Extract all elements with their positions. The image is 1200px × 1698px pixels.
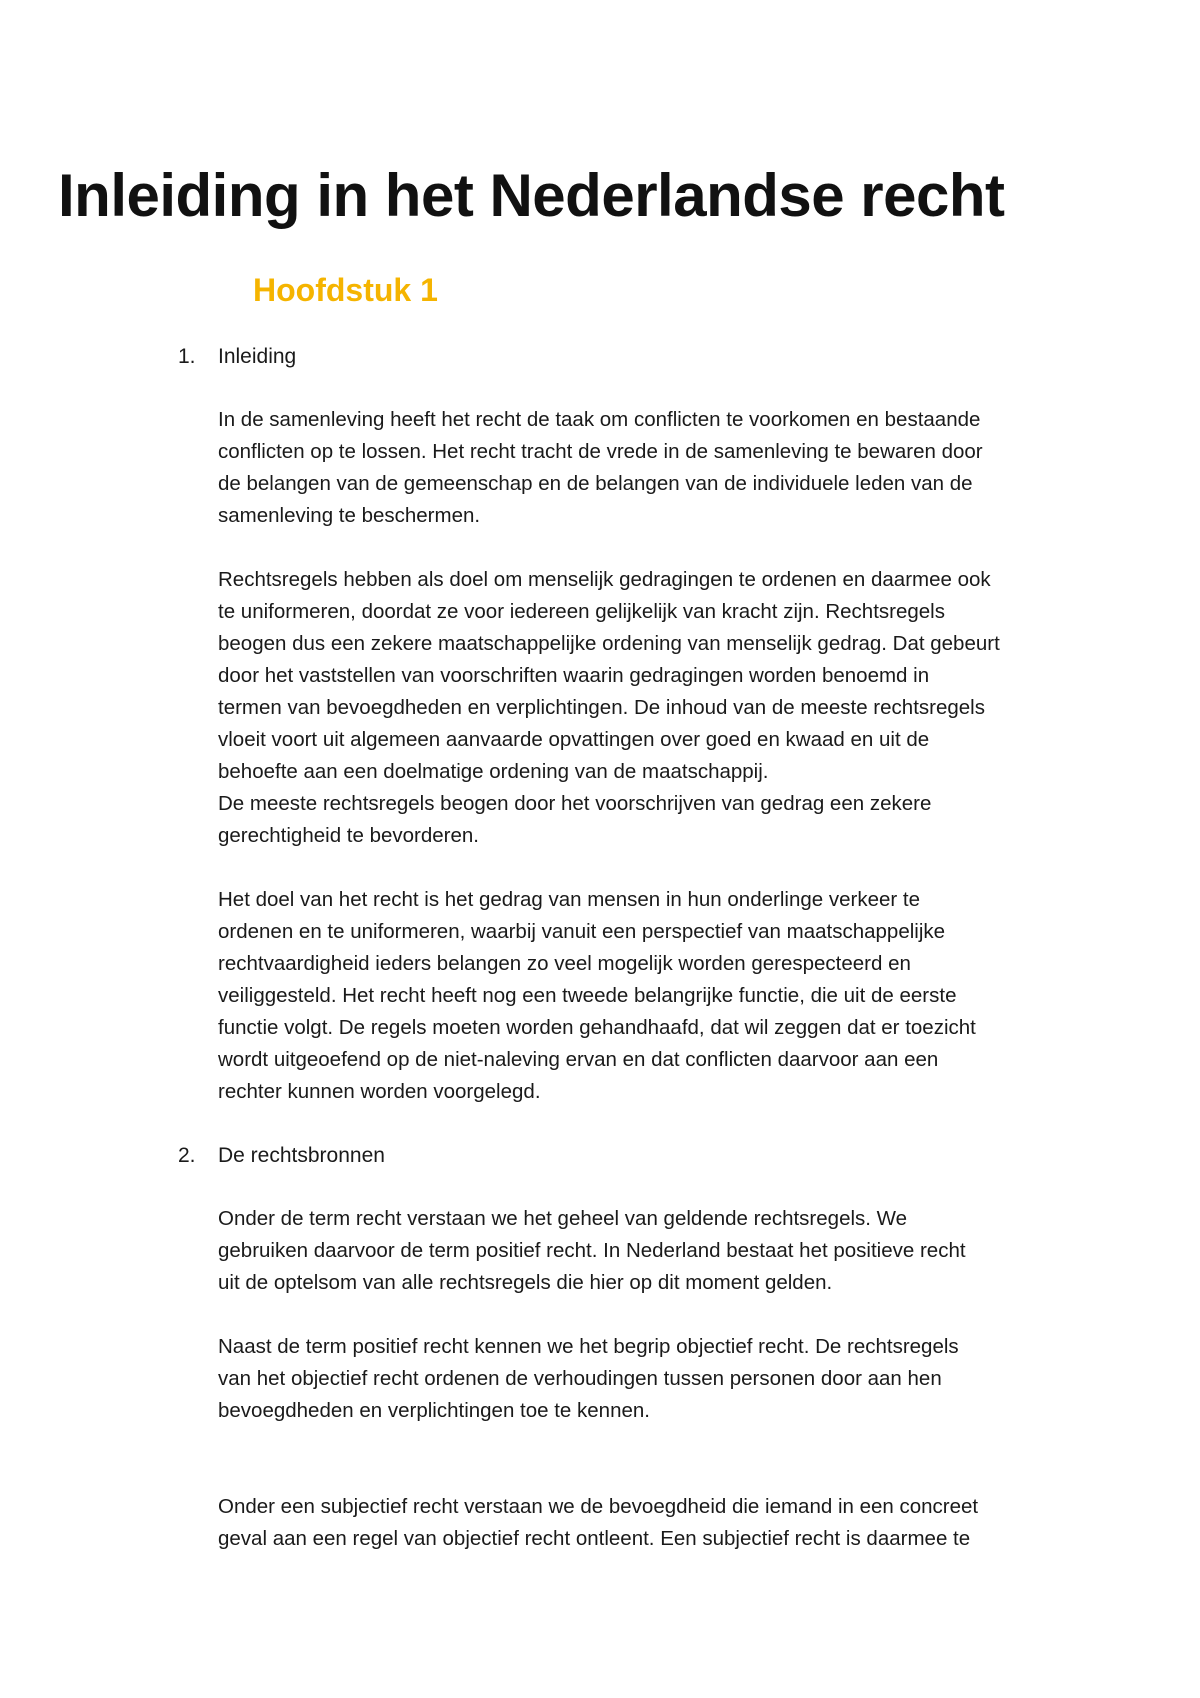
text-line: bevoegdheden en verplichtingen toe te kennen. <box>218 1399 650 1422</box>
section-number: 2. <box>178 1144 196 1167</box>
paragraph <box>218 404 1098 532</box>
text-line: gebruiken daarvoor de term positief recht. In Nederland bestaat het positieve recht <box>218 1239 966 1262</box>
text-line: functie volgt. De regels moeten worden gehandhaafd, dat wil zeggen dat er toezicht <box>218 1016 976 1039</box>
paragraph <box>218 1331 1098 1427</box>
text-line: vloeit voort uit algemeen aanvaarde opvattingen over goed en kwaad en uit de <box>218 728 930 751</box>
text-line: termen van bevoegdheden en verplichtingen. De inhoud van de meeste rechtsregels <box>218 696 985 719</box>
paragraph <box>218 1203 1098 1299</box>
text-line: door het vaststellen van voorschriften waarin gedragingen worden benoemd in <box>218 664 930 687</box>
text-line: van het objectief recht ordenen de verhoudingen tussen personen door aan hen <box>218 1367 942 1390</box>
text-line: De meeste rechtsregels beogen door het voorschrijven van gedrag een zekere <box>218 792 932 815</box>
text-line: ordenen en te uniformeren, waarbij vanuit een perspectief van maatschappelijke <box>218 920 946 943</box>
text-line: In de samenleving heeft het recht de taak om conflicten te voorkomen en bestaande <box>218 408 981 431</box>
text-line: Rechtsregels hebben als doel om menselijk gedragingen te ordenen en daarmee ook <box>218 568 991 591</box>
section-heading-inleiding <box>178 341 296 373</box>
chapter-heading: Hoofdstuk 1 <box>253 272 438 308</box>
paragraph <box>218 1491 1098 1555</box>
text-line: beogen dus een zekere maatschappelijke ordening van menselijk gedrag. Dat gebeurt <box>218 632 1000 655</box>
text-line: rechtvaardigheid ieders belangen zo veel mogelijk worden gerespecteerd en <box>218 952 911 975</box>
text-line: te uniformeren, doordat ze voor iedereen gelijkelijk van kracht zijn. Rechtsregels <box>218 600 945 623</box>
text-line: Onder een subjectief recht verstaan we de bevoegdheid die iemand in een concreet <box>218 1495 979 1518</box>
section-title: De rechtsbronnen <box>218 1144 385 1167</box>
text-line: rechter kunnen worden voorgelegd. <box>218 1080 541 1103</box>
section-heading-rechtsbronnen <box>178 1140 385 1172</box>
text-line: Onder de term recht verstaan we het geheel van geldende rechtsregels. We <box>218 1207 908 1230</box>
text-line: behoefte aan een doelmatige ordening van de maatschappij. <box>218 760 769 783</box>
paragraph <box>218 884 1098 1108</box>
document-title: Inleiding in het Nederlandse recht <box>58 162 1005 229</box>
text-line: conflicten op te lossen. Het recht tracht de vrede in de samenleving te bewaren door <box>218 440 983 463</box>
text-line: gerechtigheid te bevorderen. <box>218 824 479 847</box>
text-line: Naast de term positief recht kennen we het begrip objectief recht. De rechtsregels <box>218 1335 959 1358</box>
text-line: wordt uitgeoefend op de niet-naleving ervan en dat conflicten daarvoor aan een <box>218 1048 939 1071</box>
text-line: uit de optelsom van alle rechtsregels die hier op dit moment gelden. <box>218 1271 833 1294</box>
text-line: de belangen van de gemeenschap en de belangen van de individuele leden van de <box>218 472 973 495</box>
text-line: veiliggesteld. Het recht heeft nog een tweede belangrijke functie, die uit de eerste <box>218 984 957 1007</box>
paragraph <box>218 564 1098 852</box>
text-line: Het doel van het recht is het gedrag van mensen in hun onderlinge verkeer te <box>218 888 920 911</box>
section-title: Inleiding <box>218 345 297 368</box>
text-line: samenleving te beschermen. <box>218 504 481 527</box>
text-line: geval aan een regel van objectief recht ontleent. Een subjectief recht is daarmee te <box>218 1527 971 1550</box>
section-number: 1. <box>178 345 196 368</box>
